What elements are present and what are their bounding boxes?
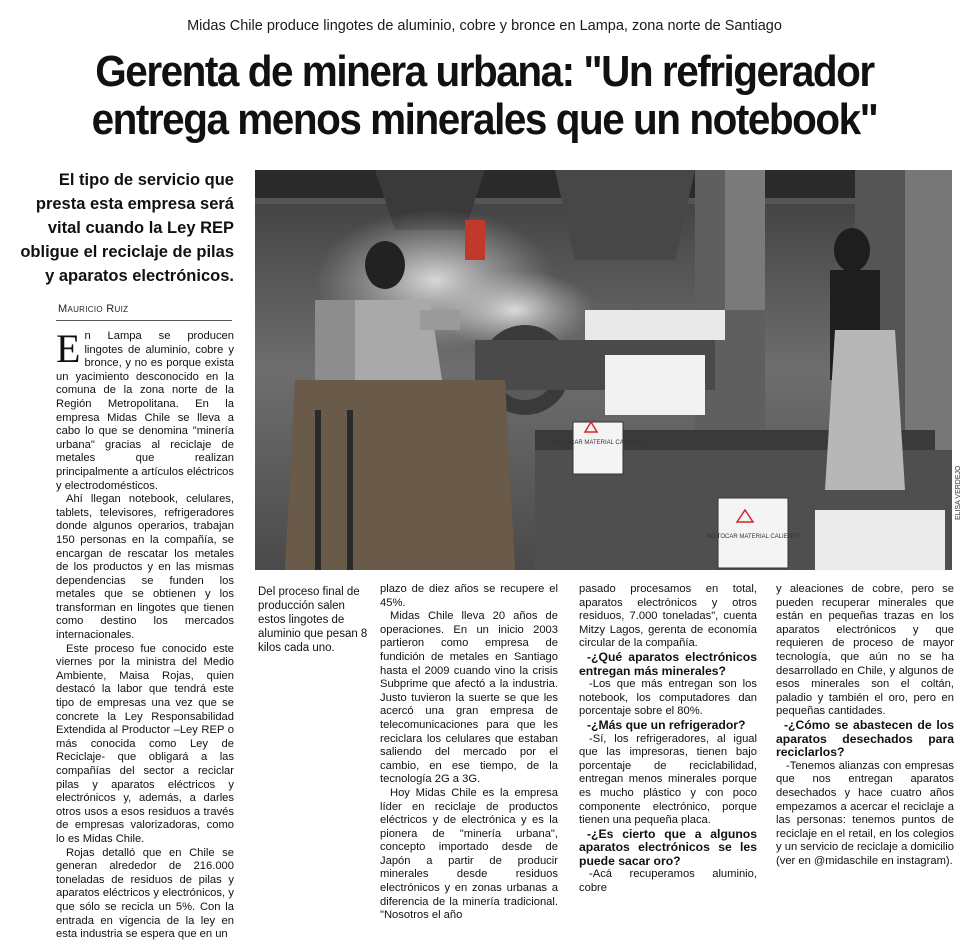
bajada-line-3: vital cuando la Ley REP bbox=[47, 219, 234, 237]
col4-question-1: -¿Qué aparatos electrónicos entregan más minerales? bbox=[579, 649, 757, 678]
column-1 bbox=[56, 326, 234, 942]
dropcap: E bbox=[56, 326, 81, 371]
warning-sign-1-text: NO TOCAR MATERIAL CALIENTE bbox=[551, 440, 645, 446]
column-4 bbox=[579, 583, 757, 896]
col4-answer-1: -Los que más entregan son los notebook, los computadores dan porcentaje sobre el 80%. bbox=[579, 678, 757, 718]
col4-paragraph-1: pasado procesamos en total, aparatos electrónicos y otros residuos, 7.000 toneladas", cuenta Mitzy Lagos, gerenta de economía circular de la compañía. bbox=[579, 583, 757, 650]
col1-paragraph-1: En Lampa se producen lingotes de aluminio, cobre y bronce, y no es porque exista un yacimiento desconocido en la comuna de la zona norte de la Región Metropolitana. En la empresa Midas Chile se lleva a cabo lo que se denomina "minería urbana" gracias al reciclaje de metales que realizan principalmente a artículos eléctricos y electrodomésticos. bbox=[56, 326, 234, 492]
headline-line-1: Gerenta de minera urbana: "Un refrigerador bbox=[95, 47, 874, 96]
photo-credit: ELISA VERDEJO bbox=[955, 465, 962, 520]
warning-sign-2-text: NO TOCAR MATERIAL CALIENTE bbox=[706, 534, 800, 540]
foundry-photo-illustration bbox=[255, 170, 952, 570]
col1-paragraph-4: Rojas detalló que en Chile se generan alrededor de 216.000 toneladas de residuos de pilas y aparatos eléctricos y electrónicos, y que sólo se recicla un 5%. Con la entrada en vigencia de la ley en esta industria se espera que en un bbox=[56, 846, 234, 941]
byline-rule bbox=[56, 320, 232, 321]
warning-sign-2 bbox=[718, 498, 788, 568]
col3-paragraph-2: Midas Chile lleva 20 años de operaciones. En un inicio 2003 partieron como empresa de fundición de metales en Santiago hasta el 2009 cuando vino la crisis Subprime que afectó a la industria. Justo tuvieron la suerte se que les acercó una gran empresa de telecomunicaciones para que les reciclara los celulares que estaban saliendo del mercado por el cambio, en ese tiempo, de la tecnología 2G a 3G. bbox=[380, 610, 558, 786]
bajada-line-2: presta esta empresa será bbox=[35, 195, 234, 213]
col3-paragraph-1: plazo de diez años se recupere el 45%. bbox=[380, 583, 558, 609]
col5-question-4: -¿Cómo se abastecen de los aparatos desechados para reciclarlos? bbox=[776, 717, 954, 760]
photo-caption: Del proceso final de producción salen estos lingotes de aluminio que pesan 8 kilos cada uno. bbox=[258, 586, 368, 654]
headline bbox=[48, 48, 921, 144]
bajada-line-1: El tipo de servicio que bbox=[58, 171, 234, 189]
kicker: Midas Chile produce lingotes de aluminio, cobre y bronce en Lampa, zona norte de Santiago bbox=[187, 18, 782, 34]
col4-answer-2: -Sí, los refrigeradores, al igual que las impresoras, tienen bajo porcentaje de reciclabilidad, entregan menos minerales porque es mucho plástico y con poco componente electrónico, porque tienen una pequeña placa. bbox=[579, 732, 757, 827]
bajada bbox=[0, 168, 234, 288]
col3-paragraph-3: Hoy Midas Chile es la empresa líder en reciclaje de productos eléctricos y de electrónica y es la pionera de "minería urbana", concepto importado desde de Japón a partir de producir minerales desde residuos electrónicos y en zonas urbanas a diferencia de la minería tradicional. "Nosotros el año bbox=[380, 786, 558, 922]
byline: Mauricio Ruiz bbox=[58, 303, 129, 315]
column-5 bbox=[776, 583, 954, 868]
headline-line-2: entrega menos minerales que un notebook" bbox=[91, 95, 878, 144]
col4-question-3: -¿Es cierto que a algunos aparatos electrónicos se les puede sacar oro? bbox=[579, 826, 757, 868]
bajada-line-4: obligue el reciclaje de pilas bbox=[20, 243, 234, 261]
warning-sign-1 bbox=[573, 422, 623, 474]
col4-answer-3: -Acá recuperamos aluminio, cobre bbox=[579, 868, 757, 895]
col1-paragraph-3: Este proceso fue conocido este viernes por la ministra del Medio Ambiente, Maisa Rojas, quien destacó la labor que tendrá este tipo de empresas una vez que se concrete la Ley Responsabilidad Extendida al Productor –Ley REP o más conocida como Ley de Reciclaje- que obligará a las compañías del sector a reciclar pilas y aparatos eléctricos y electrónicos y, además, a darles otros usos a esos residuos a través de empresas valorizadoras, como lo es Midas Chile. bbox=[56, 642, 234, 845]
col4-question-2: -¿Más que un refrigerador? bbox=[587, 717, 746, 732]
bajada-line-5: y aparatos electrónicos. bbox=[45, 267, 234, 285]
col1-paragraph-2: Ahí llegan notebook, celulares, tablets, televisores, refrigeradores donde algunos operarios, trabajan 150 personas en la compañía, se encargan de rescatar los metales de los productos y en las mismas dependencias se funden los metales que se obtienen y los transforman en lingotes que tienen como destino los mercados internacionales. bbox=[56, 493, 234, 642]
foundry-photo bbox=[255, 170, 952, 570]
column-3 bbox=[380, 583, 558, 923]
col5-paragraph-1: y aleaciones de cobre, pero se pueden recuperar minerales que están en pequeñas trazas en los aparatos electrónicos y que requieren de proceso de mayor tecnología, que aún no se ha desarrollado en Chile, y algunos de esos minerales son el coltán, paladio y también el oro, pero en pequeñas cantidades. bbox=[776, 583, 954, 718]
col5-answer-4: -Tenemos alianzas con empresas que nos entregan aparatos desechados y hace cuatro años empezamos a acercar el reciclaje a las personas: tenemos puntos de reciclaje en el retail, en los colegios y un servicio de reciclaje a domicilio (ver en @midaschile en instagram). bbox=[776, 759, 954, 867]
